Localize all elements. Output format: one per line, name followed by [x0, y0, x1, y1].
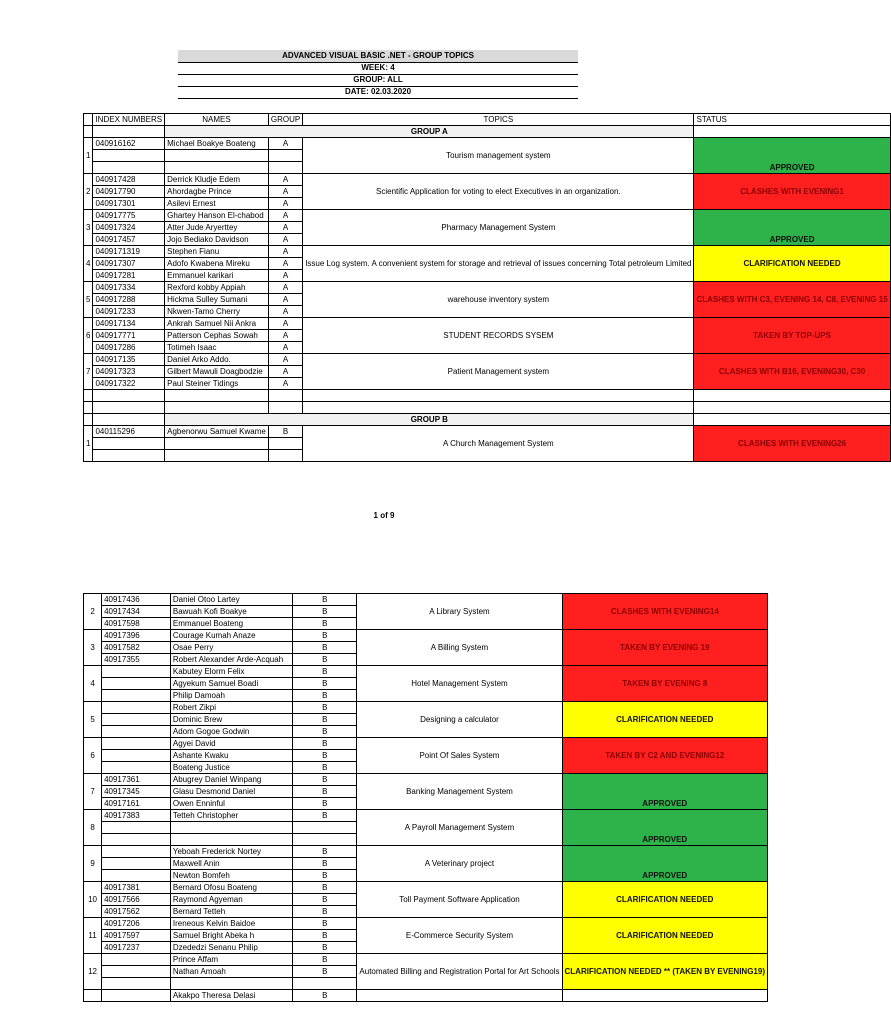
group-cell	[293, 978, 357, 990]
group-cell: B	[293, 774, 357, 786]
topics-table-page-2	[83, 593, 768, 1002]
status-badge: CLASHES WITH B16, EVENING30, C30	[694, 354, 890, 390]
student-name-cell	[170, 822, 292, 834]
index-number-cell: 40917383	[102, 810, 171, 822]
student-name-cell: Boateng Justice	[170, 762, 292, 774]
student-name-cell: Philip Damoah	[170, 690, 292, 702]
week-label: WEEK: 4	[178, 62, 578, 75]
topic-cell: E-Commerce Security System	[357, 918, 562, 954]
student-name-cell: Abugrey Daniel Winpang	[170, 774, 292, 786]
student-name-cell: Nathan Amoah	[170, 966, 292, 978]
group-b-band	[84, 414, 891, 426]
student-name-cell: Owen Enninful	[170, 798, 292, 810]
index-number-cell	[93, 150, 165, 162]
index-number-cell	[93, 438, 165, 450]
index-number-cell: 040917322	[93, 378, 165, 390]
student-row	[84, 954, 768, 966]
student-row	[84, 318, 891, 330]
group-cell: A	[268, 270, 302, 282]
status-badge	[562, 990, 767, 1002]
student-name-cell: Adom Gogoe Godwin	[170, 726, 292, 738]
student-name-cell	[170, 978, 292, 990]
index-number-cell	[102, 954, 171, 966]
student-name-cell: Newton Bomfeh	[170, 870, 292, 882]
group-cell: A	[268, 210, 302, 222]
student-name-cell: Tetteh Christopher	[170, 810, 292, 822]
index-number-cell	[102, 714, 171, 726]
group-cell: A	[268, 198, 302, 210]
index-number-cell: 40917562	[102, 906, 171, 918]
topics-table-page-1	[83, 113, 891, 462]
header-group: GROUP	[268, 114, 302, 126]
group-cell: A	[268, 174, 302, 186]
student-row	[84, 282, 891, 294]
group-cell: B	[293, 786, 357, 798]
student-name-cell	[165, 438, 269, 450]
student-name-cell: Patterson Cephas Sowah	[165, 330, 269, 342]
student-row	[84, 138, 891, 150]
group-number: 2	[84, 174, 93, 210]
group-a-band	[84, 126, 891, 138]
student-name-cell: Robert Zikpi	[170, 702, 292, 714]
topic-cell: Tourism management system	[303, 138, 694, 174]
group-cell: B	[293, 942, 357, 954]
status-badge: CLASHES WITH EVENING14	[562, 594, 767, 630]
group-number: 1	[84, 138, 93, 174]
group-number: 3	[84, 210, 93, 246]
student-row	[84, 630, 768, 642]
group-number: 2	[84, 594, 102, 630]
index-number-cell: 040917286	[93, 342, 165, 354]
student-name-cell: Bernard Tetteh	[170, 906, 292, 918]
index-number-cell: 040917428	[93, 174, 165, 186]
student-name-cell: Osae Perry	[170, 642, 292, 654]
group-b-label: GROUP B	[165, 414, 694, 426]
student-row	[84, 354, 891, 366]
index-number-cell: 0409171319	[93, 246, 165, 258]
column-header-row	[84, 114, 891, 126]
status-badge: TAKEN BY C2 AND EVENING12	[562, 738, 767, 774]
index-number-cell: 40917434	[102, 606, 171, 618]
student-name-cell: Hickma Sulley Sumani	[165, 294, 269, 306]
group-number: 9	[84, 846, 102, 882]
index-number-cell: 040917301	[93, 198, 165, 210]
group-number: 12	[84, 954, 102, 990]
index-number-cell	[102, 870, 171, 882]
index-number-cell: 040917334	[93, 282, 165, 294]
index-number-cell: 040917135	[93, 354, 165, 366]
group-cell: A	[268, 354, 302, 366]
index-number-cell	[102, 750, 171, 762]
group-cell	[268, 450, 302, 462]
student-name-cell: Akakpo Theresa Delasi	[170, 990, 292, 1002]
header-blank	[84, 114, 93, 126]
student-name-cell: Atter Jude Aryerttey	[165, 222, 269, 234]
student-name-cell	[170, 834, 292, 846]
status-badge: CLASHES WITH EVENING26	[694, 426, 890, 462]
group-cell: B	[293, 714, 357, 726]
student-name-cell: Ghartey Hanson El-chabod	[165, 210, 269, 222]
group-number: 5	[84, 702, 102, 738]
topic-cell: A Veterinary project	[357, 846, 562, 882]
student-name-cell: Ashante Kwaku	[170, 750, 292, 762]
student-row	[84, 426, 891, 438]
student-name-cell: Robert Alexander Arde-Acquah	[170, 654, 292, 666]
student-name-cell: Maxwell Anin	[170, 858, 292, 870]
group-number: 11	[84, 918, 102, 954]
group-cell	[268, 162, 302, 174]
group-cell: B	[293, 654, 357, 666]
group-cell: B	[293, 798, 357, 810]
topic-cell: Hotel Management System	[357, 666, 562, 702]
student-name-cell: Ireneous Kelvin Baidoe	[170, 918, 292, 930]
group-cell: A	[268, 222, 302, 234]
group-cell: B	[293, 918, 357, 930]
group-number: 8	[84, 810, 102, 846]
group-cell	[268, 438, 302, 450]
topic-cell: A Church Management System	[303, 426, 694, 462]
index-number-cell: 040917281	[93, 270, 165, 282]
student-row	[84, 174, 891, 186]
student-name-cell: Daniel Otoo Lartey	[170, 594, 292, 606]
group-number	[84, 990, 102, 1002]
student-name-cell: Agyei David	[170, 738, 292, 750]
student-row	[84, 702, 768, 714]
index-number-cell	[102, 762, 171, 774]
index-number-cell	[102, 834, 171, 846]
student-name-cell: Yeboah Frederick Nortey	[170, 846, 292, 858]
status-badge: CLARIFICATION NEEDED	[694, 246, 890, 282]
index-number-cell: 040917288	[93, 294, 165, 306]
student-row	[84, 246, 891, 258]
student-name-cell: Glasu Desmond Daniel	[170, 786, 292, 798]
status-badge: APPROVED	[562, 810, 767, 846]
group-cell: A	[268, 186, 302, 198]
group-cell: B	[293, 906, 357, 918]
group-number: 5	[84, 282, 93, 318]
group-cell: A	[268, 258, 302, 270]
status-badge: APPROVED	[562, 774, 767, 810]
index-number-cell	[102, 666, 171, 678]
sheet-title: ADVANCED VISUAL BASIC .NET - GROUP TOPICS	[178, 50, 578, 63]
topic-cell: Banking Management System	[357, 774, 562, 810]
group-cell: B	[293, 870, 357, 882]
group-cell: B	[293, 990, 357, 1002]
student-name-cell: Paul Steiner Tidings	[165, 378, 269, 390]
status-badge: CLASHES WITH C3, EVENING 14, C8, EVENING 15	[694, 282, 890, 318]
group-cell: B	[293, 750, 357, 762]
index-number-cell: 40917345	[102, 786, 171, 798]
index-number-cell	[102, 846, 171, 858]
student-row	[84, 918, 768, 930]
group-cell: B	[293, 882, 357, 894]
topic-cell: Scientific Application for voting to elect Executives in an organization.	[303, 174, 694, 210]
group-number: 10	[84, 882, 102, 918]
student-row	[84, 594, 768, 606]
status-badge: APPROVED	[694, 138, 890, 174]
group-number: 6	[84, 318, 93, 354]
index-number-cell	[102, 990, 171, 1002]
group-a-label: GROUP A	[165, 126, 694, 138]
topic-cell: Patient Management system	[303, 354, 694, 390]
student-name-cell: Stephen Fianu	[165, 246, 269, 258]
group-cell: A	[268, 330, 302, 342]
header-index-numbers: INDEX NUMBERS	[93, 114, 165, 126]
student-name-cell: Bawuah Kofi Boakye	[170, 606, 292, 618]
index-number-cell	[102, 858, 171, 870]
student-name-cell: Totimeh Isaac	[165, 342, 269, 354]
group-cell: B	[293, 846, 357, 858]
student-name-cell: Dominic Brew	[170, 714, 292, 726]
index-number-cell: 40917436	[102, 594, 171, 606]
student-name-cell: Jojo Bediako Davidson	[165, 234, 269, 246]
group-cell: A	[268, 378, 302, 390]
group-cell: B	[293, 690, 357, 702]
group-cell: A	[268, 138, 302, 150]
index-number-cell	[102, 726, 171, 738]
group-cell: A	[268, 234, 302, 246]
status-badge: TAKEN BY EVENING 19	[562, 630, 767, 666]
topic-cell: A Billing System	[357, 630, 562, 666]
spacer-row	[84, 402, 891, 414]
topic-cell: Automated Billing and Registration Portal for Art Schools	[357, 954, 562, 990]
student-name-cell: Agbenorwu Samuel Kwame	[165, 426, 269, 438]
student-name-cell: Courage Kumah Anaze	[170, 630, 292, 642]
header-status: STATUS	[694, 114, 890, 126]
group-cell: B	[293, 618, 357, 630]
index-number-cell: 40917206	[102, 918, 171, 930]
group-cell	[293, 822, 357, 834]
student-name-cell: Samuel Bright Abeka h	[170, 930, 292, 942]
index-number-cell	[102, 678, 171, 690]
group-cell: A	[268, 246, 302, 258]
topic-cell: Point Of Sales System	[357, 738, 562, 774]
student-name-cell: Ahordagbe Prince	[165, 186, 269, 198]
student-name-cell: Prince Affam	[170, 954, 292, 966]
student-name-cell	[165, 162, 269, 174]
topic-cell: A Library System	[357, 594, 562, 630]
student-name-cell	[165, 450, 269, 462]
date-label: DATE: 02.03.2020	[178, 86, 578, 99]
header-names: NAMES	[165, 114, 269, 126]
index-number-cell: 040917323	[93, 366, 165, 378]
index-number-cell: 40917237	[102, 942, 171, 954]
group-cell: A	[268, 318, 302, 330]
student-row	[84, 738, 768, 750]
group-cell: B	[293, 894, 357, 906]
status-badge: CLARIFICATION NEEDED	[562, 702, 767, 738]
student-name-cell: Emmanuel karikari	[165, 270, 269, 282]
group-number: 4	[84, 246, 93, 282]
index-number-cell: 40917566	[102, 894, 171, 906]
index-number-cell: 040917775	[93, 210, 165, 222]
group-label: GROUP: ALL	[178, 74, 578, 87]
group-cell: A	[268, 294, 302, 306]
index-number-cell: 040917134	[93, 318, 165, 330]
student-name-cell: Agyekum Samuel Boadi	[170, 678, 292, 690]
group-cell	[293, 834, 357, 846]
topic-cell: STUDENT RECORDS SYSEM	[303, 318, 694, 354]
index-number-cell: 40917396	[102, 630, 171, 642]
group-cell: B	[293, 954, 357, 966]
student-name-cell: Gilbert Mawuli Doagbodzie	[165, 366, 269, 378]
status-badge: APPROVED	[694, 210, 890, 246]
student-name-cell: Kabutey Elorm Felix	[170, 666, 292, 678]
index-number-cell	[102, 690, 171, 702]
group-cell: B	[293, 666, 357, 678]
student-name-cell: Emmanuel Boateng	[170, 618, 292, 630]
index-number-cell	[93, 450, 165, 462]
group-cell: B	[293, 678, 357, 690]
group-cell: B	[293, 858, 357, 870]
status-badge: TAKEN BY EVENING 8	[562, 666, 767, 702]
student-name-cell: Raymond Agyeman	[170, 894, 292, 906]
group-cell: B	[293, 810, 357, 822]
group-cell	[268, 150, 302, 162]
student-name-cell: Daniel Arko Addo.	[165, 354, 269, 366]
group-cell: B	[293, 642, 357, 654]
index-number-cell	[102, 702, 171, 714]
status-badge: APPROVED	[562, 846, 767, 882]
student-row	[84, 774, 768, 786]
group-cell: B	[293, 606, 357, 618]
index-number-cell: 40917361	[102, 774, 171, 786]
header-topics: TOPICS	[303, 114, 694, 126]
group-cell: B	[293, 726, 357, 738]
group-cell: B	[293, 738, 357, 750]
student-name-cell: Dzededzi Senanu Philip	[170, 942, 292, 954]
index-number-cell	[93, 162, 165, 174]
index-number-cell: 40917381	[102, 882, 171, 894]
topic-cell: Pharmacy Management System	[303, 210, 694, 246]
group-cell: B	[293, 930, 357, 942]
student-name-cell	[165, 150, 269, 162]
status-badge: CLASHES WITH EVENING1	[694, 174, 890, 210]
index-number-cell: 40917597	[102, 930, 171, 942]
spacer-row	[84, 390, 891, 402]
student-name-cell: Asilevi Ernest	[165, 198, 269, 210]
student-name-cell: Ankrah Samuel Nii Ankra	[165, 318, 269, 330]
group-number: 7	[84, 354, 93, 390]
status-badge: CLARIFICATION NEEDED ** (TAKEN BY EVENING19)	[562, 954, 767, 990]
index-number-cell	[102, 966, 171, 978]
group-cell: B	[293, 702, 357, 714]
index-number-cell: 040917771	[93, 330, 165, 342]
student-name-cell: Michael Boakye Boateng	[165, 138, 269, 150]
group-number: 3	[84, 630, 102, 666]
group-cell: B	[293, 594, 357, 606]
group-cell: B	[293, 762, 357, 774]
group-cell: B	[293, 630, 357, 642]
topic-cell: Designing a calculator	[357, 702, 562, 738]
index-number-cell: 40917598	[102, 618, 171, 630]
index-number-cell: 40917582	[102, 642, 171, 654]
topic-cell: warehouse inventory system	[303, 282, 694, 318]
group-number: 6	[84, 738, 102, 774]
index-number-cell	[102, 822, 171, 834]
student-name-cell: Adofo Kwabena Mireku	[165, 258, 269, 270]
index-number-cell: 40917355	[102, 654, 171, 666]
index-number-cell: 040917307	[93, 258, 165, 270]
index-number-cell: 040115296	[93, 426, 165, 438]
group-number: 1	[84, 426, 93, 462]
topic-cell: Issue Log system. A convenient system for storage and retrieval of issues concerning Total petroleum Limited	[303, 246, 694, 282]
topic-cell: Toll Payment Software Application	[357, 882, 562, 918]
group-cell: B	[268, 426, 302, 438]
student-row	[84, 990, 768, 1002]
student-row	[84, 846, 768, 858]
page-number: 1 of 9	[373, 511, 395, 520]
group-number: 4	[84, 666, 102, 702]
index-number-cell: 040916162	[93, 138, 165, 150]
status-badge: CLARIFICATION NEEDED	[562, 918, 767, 954]
topic-cell	[357, 990, 562, 1002]
group-cell: A	[268, 366, 302, 378]
group-cell: A	[268, 306, 302, 318]
group-cell: A	[268, 282, 302, 294]
index-number-cell	[102, 978, 171, 990]
student-row	[84, 882, 768, 894]
student-row	[84, 210, 891, 222]
index-number-cell: 40917161	[102, 798, 171, 810]
index-number-cell: 040917790	[93, 186, 165, 198]
index-number-cell: 040917457	[93, 234, 165, 246]
student-name-cell: Bernard Ofosu Boateng	[170, 882, 292, 894]
index-number-cell: 040917324	[93, 222, 165, 234]
index-number-cell: 040917233	[93, 306, 165, 318]
student-name-cell: Rexford kobby Appiah	[165, 282, 269, 294]
student-name-cell: Nkwen-Tamo Cherry	[165, 306, 269, 318]
group-cell: A	[268, 342, 302, 354]
status-badge: TAKEN BY TOP-UPS	[694, 318, 890, 354]
topic-cell: A Payroll Management System	[357, 810, 562, 846]
student-row	[84, 666, 768, 678]
group-number: 7	[84, 774, 102, 810]
group-cell: B	[293, 966, 357, 978]
student-row	[84, 810, 768, 822]
student-name-cell: Derrick Kludje Edem	[165, 174, 269, 186]
status-badge: CLARIFICATION NEEDED	[562, 882, 767, 918]
index-number-cell	[102, 738, 171, 750]
